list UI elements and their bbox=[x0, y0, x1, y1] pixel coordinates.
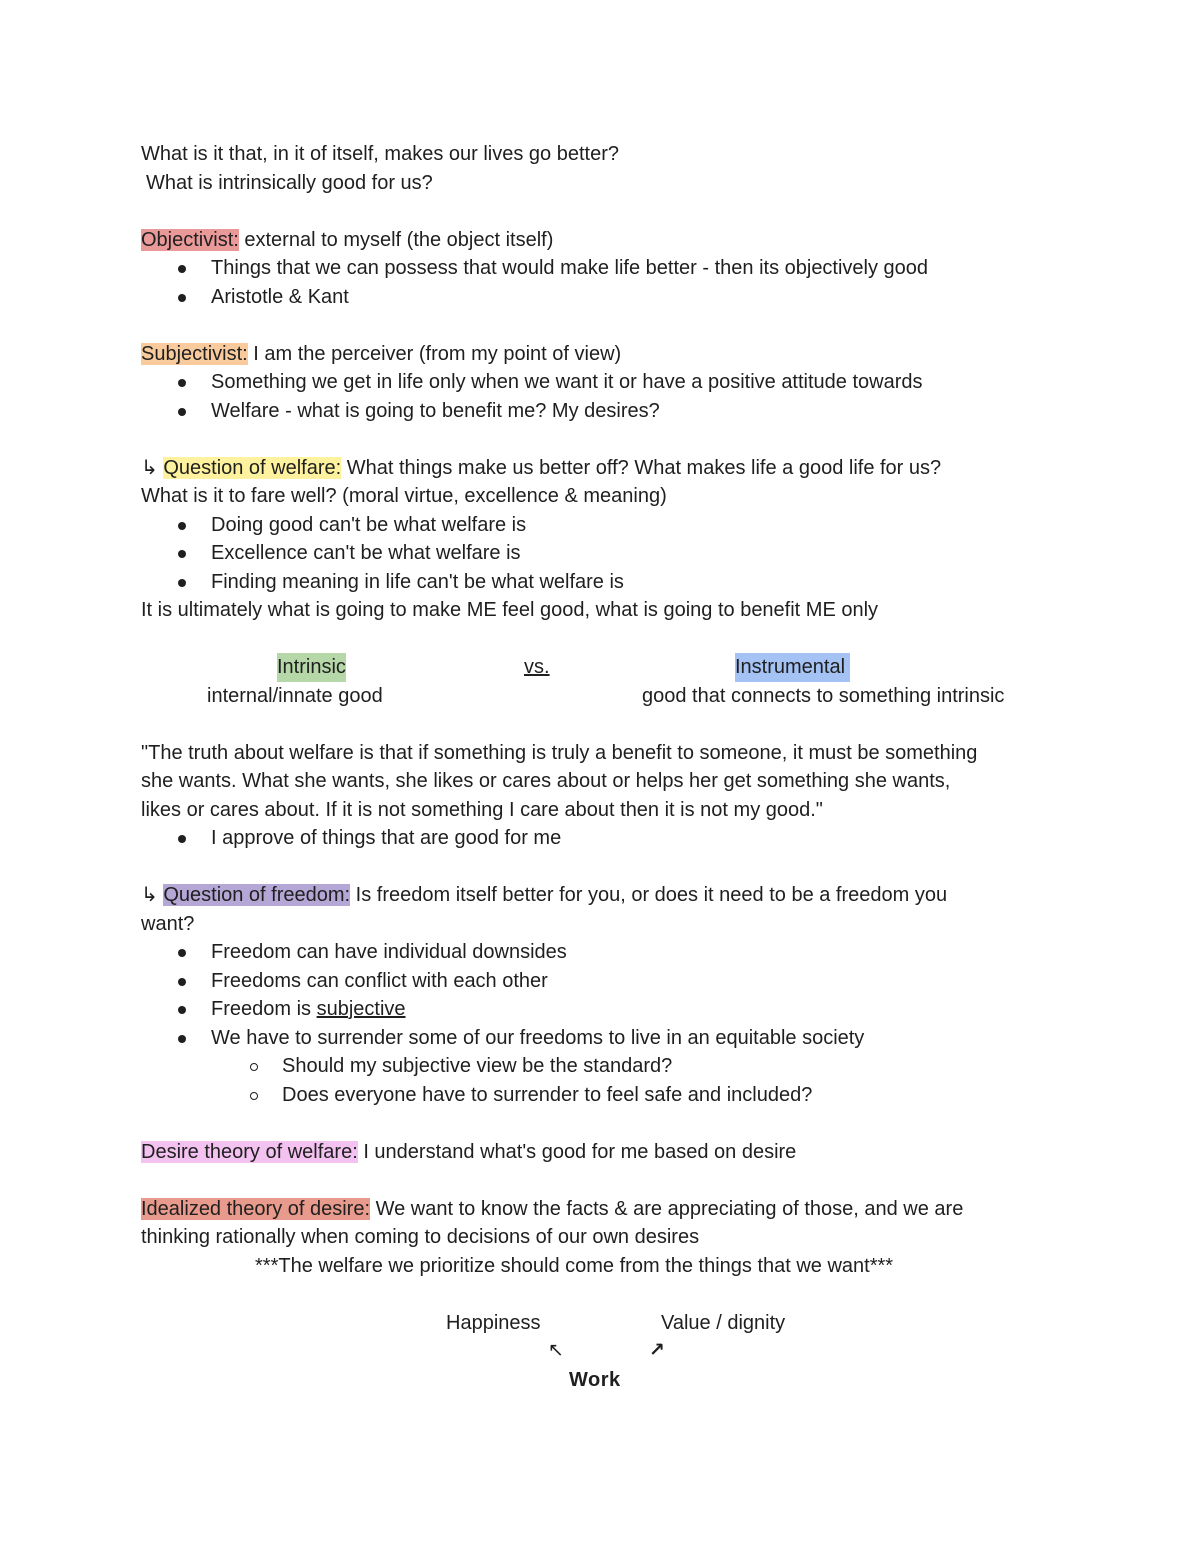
freedom-question bbox=[141, 881, 1061, 910]
list-item: Finding meaning in life can't be what welfare is bbox=[141, 568, 1061, 597]
instrumental-description: good that connects to something intrinsic bbox=[642, 684, 1005, 707]
objectivist-definition bbox=[141, 226, 1061, 255]
list-item bbox=[141, 995, 1061, 1024]
welfare-question-text: What things make us better off? What makes life a good life for us? bbox=[341, 456, 942, 479]
welfare-emphasis: ***The welfare we prioritize should come from the things that we want*** bbox=[255, 1254, 894, 1277]
list-item: Things that we can possess that would make life better - then its objectively good bbox=[141, 254, 1061, 283]
objectivist-bullets bbox=[141, 254, 1061, 311]
list-item: Freedom can have individual downsides bbox=[141, 938, 1061, 967]
freedom-subjective-underlined: subjective bbox=[316, 998, 406, 1020]
objectivist-term: Objectivist: bbox=[141, 228, 239, 251]
quote-line-3: likes or cares about. If it is not something I care about then it is not my good." bbox=[141, 798, 823, 821]
list-item: Aristotle & Kant bbox=[141, 283, 1061, 312]
intro-question-2: What is intrinsically good for us? bbox=[146, 171, 433, 194]
list-item: Doing good can't be what welfare is bbox=[141, 511, 1061, 540]
welfare-question-term: Question of welfare: bbox=[163, 456, 342, 479]
idealized-theory-line2: thinking rationally when coming to decisions of our own desires bbox=[141, 1226, 700, 1248]
intro-question-1: What is it that, in it of itself, makes our lives go better? bbox=[141, 143, 619, 165]
welfare-bullets bbox=[141, 511, 1061, 597]
happiness-label: Happiness bbox=[446, 1311, 541, 1334]
list-item: Something we get in life only when we want it or have a positive attitude towards bbox=[141, 368, 1061, 397]
subjectivist-text: I am the perceiver (from my point of view) bbox=[247, 342, 622, 365]
freedom-subjective-prefix: Freedom is bbox=[211, 998, 317, 1020]
freedom-sub-bullets bbox=[141, 1052, 1061, 1109]
comparison-block bbox=[141, 653, 1061, 710]
welfare-question-line2: What is it to fare well? (moral virtue, excellence & meaning) bbox=[141, 485, 667, 507]
quote-line-2: she wants. What she wants, she likes or cares about or helps her get something she wants, bbox=[141, 770, 951, 792]
desire-theory-text: I understand what's good for me based on desire bbox=[357, 1140, 797, 1163]
return-arrow-icon: ↳ bbox=[141, 884, 158, 906]
desire-theory bbox=[141, 1138, 1061, 1167]
quote-line-1: "The truth about welfare is that if something is truly a benefit to someone, it must be something bbox=[141, 741, 978, 764]
intrinsic-description: internal/innate good bbox=[207, 684, 383, 707]
instrumental-term: Instrumental bbox=[735, 653, 850, 682]
idealized-theory bbox=[141, 1195, 1061, 1224]
quote-bullets bbox=[141, 824, 1061, 853]
return-arrow-icon: ↳ bbox=[141, 456, 158, 479]
intrinsic-term: Intrinsic bbox=[277, 653, 346, 682]
up-right-arrow-icon: ↗ bbox=[649, 1340, 665, 1361]
document-body bbox=[141, 140, 1061, 1395]
idealized-theory-text: We want to know the facts & are appreciating of those, and we are bbox=[370, 1197, 964, 1220]
welfare-question bbox=[141, 454, 1061, 483]
work-diagram bbox=[141, 1309, 1061, 1395]
freedom-question-text: Is freedom itself better for you, or does it need to be a freedom you bbox=[350, 884, 948, 906]
idealized-theory-term: Idealized theory of desire: bbox=[141, 1197, 371, 1220]
vs-label: vs. bbox=[524, 656, 550, 678]
freedom-question-line2: want? bbox=[141, 912, 195, 935]
sub-list-item: Should my subjective view be the standard? bbox=[141, 1052, 1061, 1081]
objectivist-text: external to myself (the object itself) bbox=[238, 228, 554, 251]
subjectivist-term: Subjectivist: bbox=[141, 342, 248, 365]
list-item: Freedoms can conflict with each other bbox=[141, 967, 1061, 996]
list-item: I approve of things that are good for me bbox=[141, 824, 1061, 853]
list-item: Excellence can't be what welfare is bbox=[141, 539, 1061, 568]
welfare-conclusion: It is ultimately what is going to make ME feel good, what is going to benefit ME only bbox=[141, 599, 879, 621]
desire-theory-term: Desire theory of welfare: bbox=[141, 1140, 358, 1163]
subjectivist-definition bbox=[141, 340, 1061, 369]
subjectivist-bullets bbox=[141, 368, 1061, 425]
up-left-arrow-icon: ↖ bbox=[548, 1340, 564, 1361]
list-item: Welfare - what is going to benefit me? My desires? bbox=[141, 397, 1061, 426]
work-label: Work bbox=[569, 1368, 621, 1391]
list-item: We have to surrender some of our freedoms to live in an equitable society bbox=[141, 1024, 1061, 1053]
freedom-question-term: Question of freedom: bbox=[163, 884, 351, 906]
sub-list-item: Does everyone have to surrender to feel safe and included? bbox=[141, 1081, 1061, 1110]
freedom-bullets bbox=[141, 938, 1061, 1052]
value-dignity-label: Value / dignity bbox=[661, 1311, 786, 1334]
